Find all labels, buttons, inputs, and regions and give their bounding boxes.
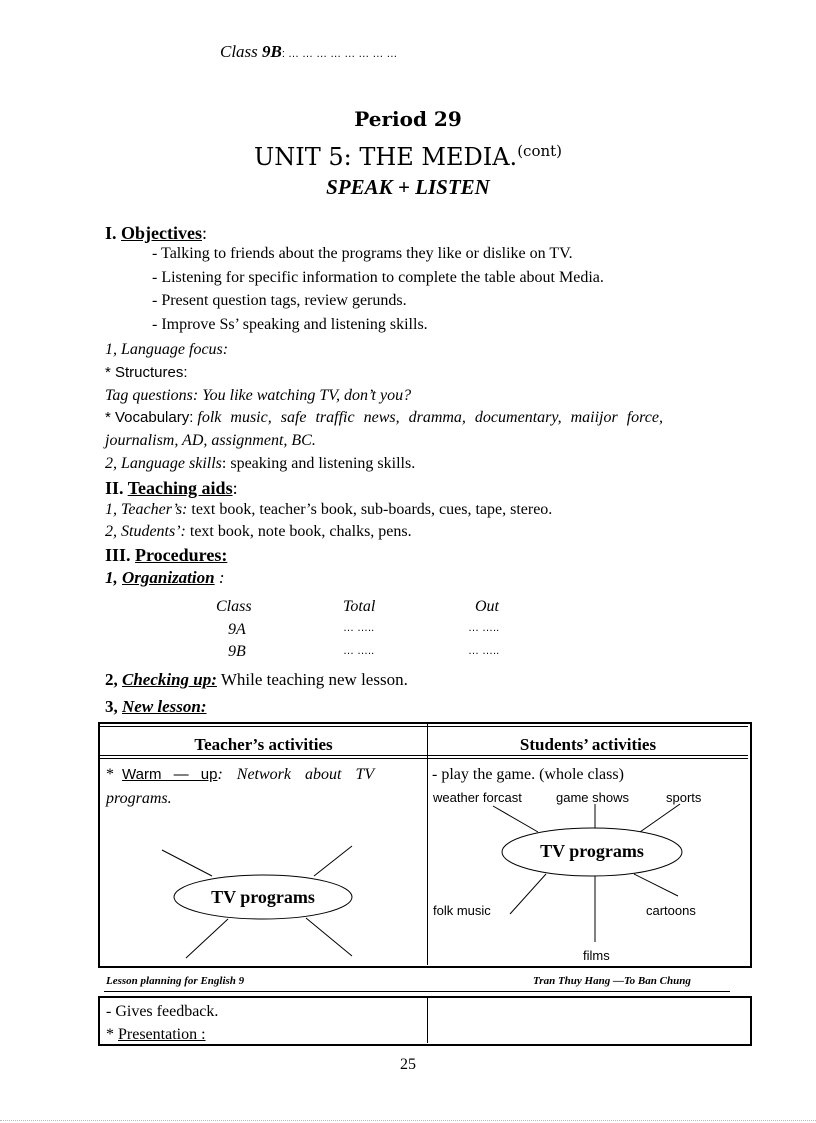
footer-left: Lesson planning for English 9 (106, 975, 245, 987)
vocabulary-line (105, 409, 663, 427)
students-aids (105, 523, 412, 541)
network-node-films: films (583, 948, 610, 963)
checking-up (105, 670, 408, 690)
subtitle: SPEAK + LISTEN (326, 175, 490, 199)
page-edge (0, 1120, 816, 1121)
network-spoke (510, 874, 546, 914)
class-header (220, 42, 397, 62)
new-lesson-heading (105, 697, 207, 717)
network-node-cartoons: cartoons (646, 903, 696, 918)
objective-item: - Listening for specific information to complete the table about Media. (152, 269, 604, 286)
network-node-game-shows: game shows (556, 790, 629, 805)
aids-heading (105, 478, 238, 499)
teachers-label: 1, Teacher’s: (105, 501, 188, 518)
tag-questions: Tag questions: You like watching TV, don’t you? (105, 387, 412, 404)
cont-mark: (cont) (517, 142, 563, 160)
attendance-class: 9B (228, 643, 246, 660)
warmup-star: * (106, 766, 114, 783)
procedures-num: III. (105, 545, 131, 565)
students-text: text book, note book, chalks, pens. (185, 523, 412, 540)
checking-num: 2, (105, 670, 118, 689)
teachers-text: text book, teacher’s book, sub-boards, cues, tape, stereo. (187, 501, 553, 518)
attendance-header-out: Out (475, 598, 499, 615)
network-spoke (186, 919, 228, 958)
network-node-folk-music: folk music (433, 903, 491, 918)
checking-label: Checking up: (122, 670, 217, 689)
student-network-center: TV programs (540, 841, 644, 861)
unit-heading: UNIT 5: THE MEDIA. (253, 143, 518, 171)
attendance-total: … ….. (343, 645, 375, 657)
objective-item: - Talking to friends about the programs they like or dislike on TV. (152, 245, 573, 262)
vocabulary-label: * Vocabulary: (105, 409, 194, 426)
footer-right: Tran Thuy Hang —To Ban Chung (533, 975, 691, 987)
network-spoke (306, 918, 352, 956)
organization-heading (105, 568, 225, 588)
attendance-class: 9A (228, 621, 246, 638)
teacher-network-center: TV programs (211, 887, 315, 907)
objectives-label: Objectives (121, 223, 202, 243)
network-spoke (640, 804, 680, 832)
aids-colon: : (232, 478, 238, 498)
page-number: 25 (400, 1056, 416, 1073)
student-header: Students’ activities (519, 735, 657, 754)
feedback-line: - Gives feedback. (106, 1003, 219, 1020)
attendance-out: … ….. (468, 622, 500, 634)
objective-item: - Present question tags, review gerunds. (152, 292, 407, 309)
continuation-column-divider (427, 998, 428, 1043)
network-spoke (162, 850, 212, 876)
attendance-header-total: Total (343, 598, 376, 615)
class-dots: : … … … … … … … … (281, 48, 398, 60)
network-spoke (314, 846, 352, 876)
footer-rule (104, 991, 730, 992)
table-header-divider-2 (100, 758, 748, 759)
skills-text: : speaking and listening skills. (221, 455, 416, 472)
presentation-star: * (106, 1026, 118, 1043)
warmup-task-2: programs. (106, 790, 172, 807)
procedures-label: Procedures: (135, 545, 228, 565)
student-task: - play the game. (whole class) (432, 766, 624, 783)
objectives-heading (105, 223, 207, 244)
class-label: Class (220, 42, 258, 61)
attendance-header-class: Class (216, 598, 252, 615)
attendance-out: … ….. (468, 645, 500, 657)
network-node-sports: sports (666, 790, 702, 805)
student-network-diagram (428, 790, 746, 964)
language-skills (105, 455, 415, 473)
procedures-heading (105, 545, 227, 566)
network-node-weather: weather forcast (433, 790, 522, 805)
warmup-label: Warm — up (122, 766, 218, 783)
organization-num: 1, (105, 568, 118, 587)
teachers-aids (105, 501, 552, 519)
vocabulary-words-2: journalism, AD, assignment, BC. (105, 432, 316, 449)
vocabulary-words: folk music, safe traffic news, dramma, documentary, maiijor force, (197, 409, 663, 426)
period-title: Period 29 (354, 107, 462, 131)
presentation-line (106, 1026, 206, 1044)
network-spoke (493, 806, 538, 832)
aids-label: Teaching aids (127, 478, 233, 498)
new-lesson-num: 3, (105, 697, 118, 716)
new-lesson-label: New lesson: (122, 697, 207, 716)
organization-end: : (214, 568, 225, 587)
class-code: 9B (262, 42, 282, 61)
unit-title (0, 142, 816, 171)
organization-label: Organization (122, 568, 215, 587)
structures-label: * Structures: (105, 364, 188, 381)
objectives-num: I. (105, 223, 117, 243)
checking-text: While teaching new lesson. (216, 670, 408, 689)
table-header-divider (100, 755, 748, 756)
objective-item: - Improve Ss’ speaking and listening skills. (152, 316, 428, 333)
attendance-total: … ….. (343, 622, 375, 634)
warmup-task: : Network about TV (217, 766, 375, 783)
language-focus: 1, Language focus: (105, 341, 229, 358)
teacher-header: Teacher’s activities (194, 735, 333, 754)
objectives-colon: : (202, 223, 208, 243)
presentation-label: Presentation : (118, 1026, 206, 1043)
teacher-warmup (106, 766, 421, 784)
network-spoke (634, 874, 678, 896)
aids-num: II. (105, 478, 124, 498)
table-double-rule (100, 726, 748, 727)
skills-label: 2, Language skills (105, 455, 222, 472)
students-label: 2, Students’: (105, 523, 186, 540)
